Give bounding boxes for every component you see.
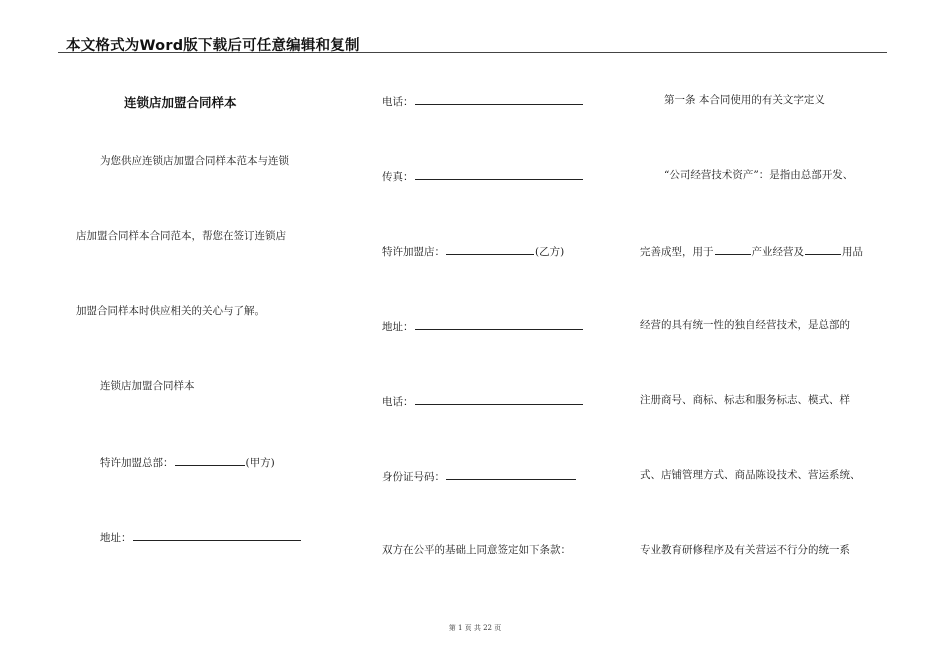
franchisor-label: 特许加盟总部：	[100, 457, 174, 469]
definition-line-4: 注册商号、商标、标志和服务标志、模式、样	[640, 394, 850, 406]
contract-subtitle: 连锁店加盟合同样本	[100, 380, 195, 392]
definition-text-b: 产业经营及	[751, 246, 804, 258]
franchisor-suffix: (甲方)	[245, 457, 275, 469]
franchisor-address-field	[100, 529, 302, 545]
intro-line-2: 店加盟合同样本合同范本，帮您在签订连锁店	[76, 230, 286, 242]
industry-blank	[715, 243, 751, 255]
address-blank	[415, 318, 583, 330]
fax-label: 传真：	[382, 171, 414, 183]
definition-line-1: “公司经营技术资产”：是指由总部开发、	[664, 169, 854, 181]
franchisee-phone-field	[382, 393, 584, 409]
column-2	[380, 0, 620, 672]
agreement-statement: 双方在公平的基础上同意签定如下条款：	[382, 544, 571, 556]
column-3	[640, 0, 900, 672]
definition-line-6: 专业教育研修程序及有关营运不行分的统一系	[640, 544, 850, 556]
page-number: 第 1 页 共 22 页	[448, 624, 502, 632]
definition-line-3: 经营的具有统一性的独自经营技术，是总部的	[640, 319, 850, 331]
fax-blank	[415, 168, 583, 180]
definition-line-2	[640, 243, 863, 259]
franchisor-fax-field	[382, 168, 584, 184]
product-blank	[805, 243, 841, 255]
intro-line-1: 为您供应连锁店加盟合同样本范本与连锁	[100, 155, 289, 167]
column-1	[66, 0, 336, 672]
address-label: 地址：	[382, 321, 414, 333]
franchisee-field	[382, 243, 564, 259]
article-1-heading: 第一条 本合同使用的有关文字定义	[664, 94, 825, 106]
intro-line-3: 加盟合同样本时供应相关的关心与了解。	[76, 305, 265, 317]
id-number-field	[382, 468, 577, 484]
franchisee-label: 特许加盟店：	[382, 246, 445, 258]
definition-line-5: 式、店铺管理方式、商品陈设技术、营运系统、	[640, 469, 861, 481]
definition-text-c: 用品	[842, 246, 863, 258]
document-title: 连锁店加盟合同样本	[124, 95, 237, 110]
definition-text-a: 完善成型，用于	[640, 246, 714, 258]
phone-blank	[415, 93, 583, 105]
address-label: 地址：	[100, 532, 132, 544]
franchisor-phone-field	[382, 93, 584, 109]
franchisor-field	[100, 454, 275, 470]
phone-label: 电话：	[382, 96, 414, 108]
document-header-title: 本文格式为Word版下载后可任意编辑和复制	[66, 38, 360, 54]
phone-blank	[415, 393, 583, 405]
franchisor-blank	[175, 454, 245, 466]
franchisee-address-field	[382, 318, 584, 334]
phone-label: 电话：	[382, 396, 414, 408]
id-blank	[446, 468, 576, 480]
franchisee-blank	[446, 243, 534, 255]
id-label: 身份证号码：	[382, 471, 445, 483]
address-blank	[133, 529, 301, 541]
franchisee-suffix: (乙方)	[535, 246, 565, 258]
